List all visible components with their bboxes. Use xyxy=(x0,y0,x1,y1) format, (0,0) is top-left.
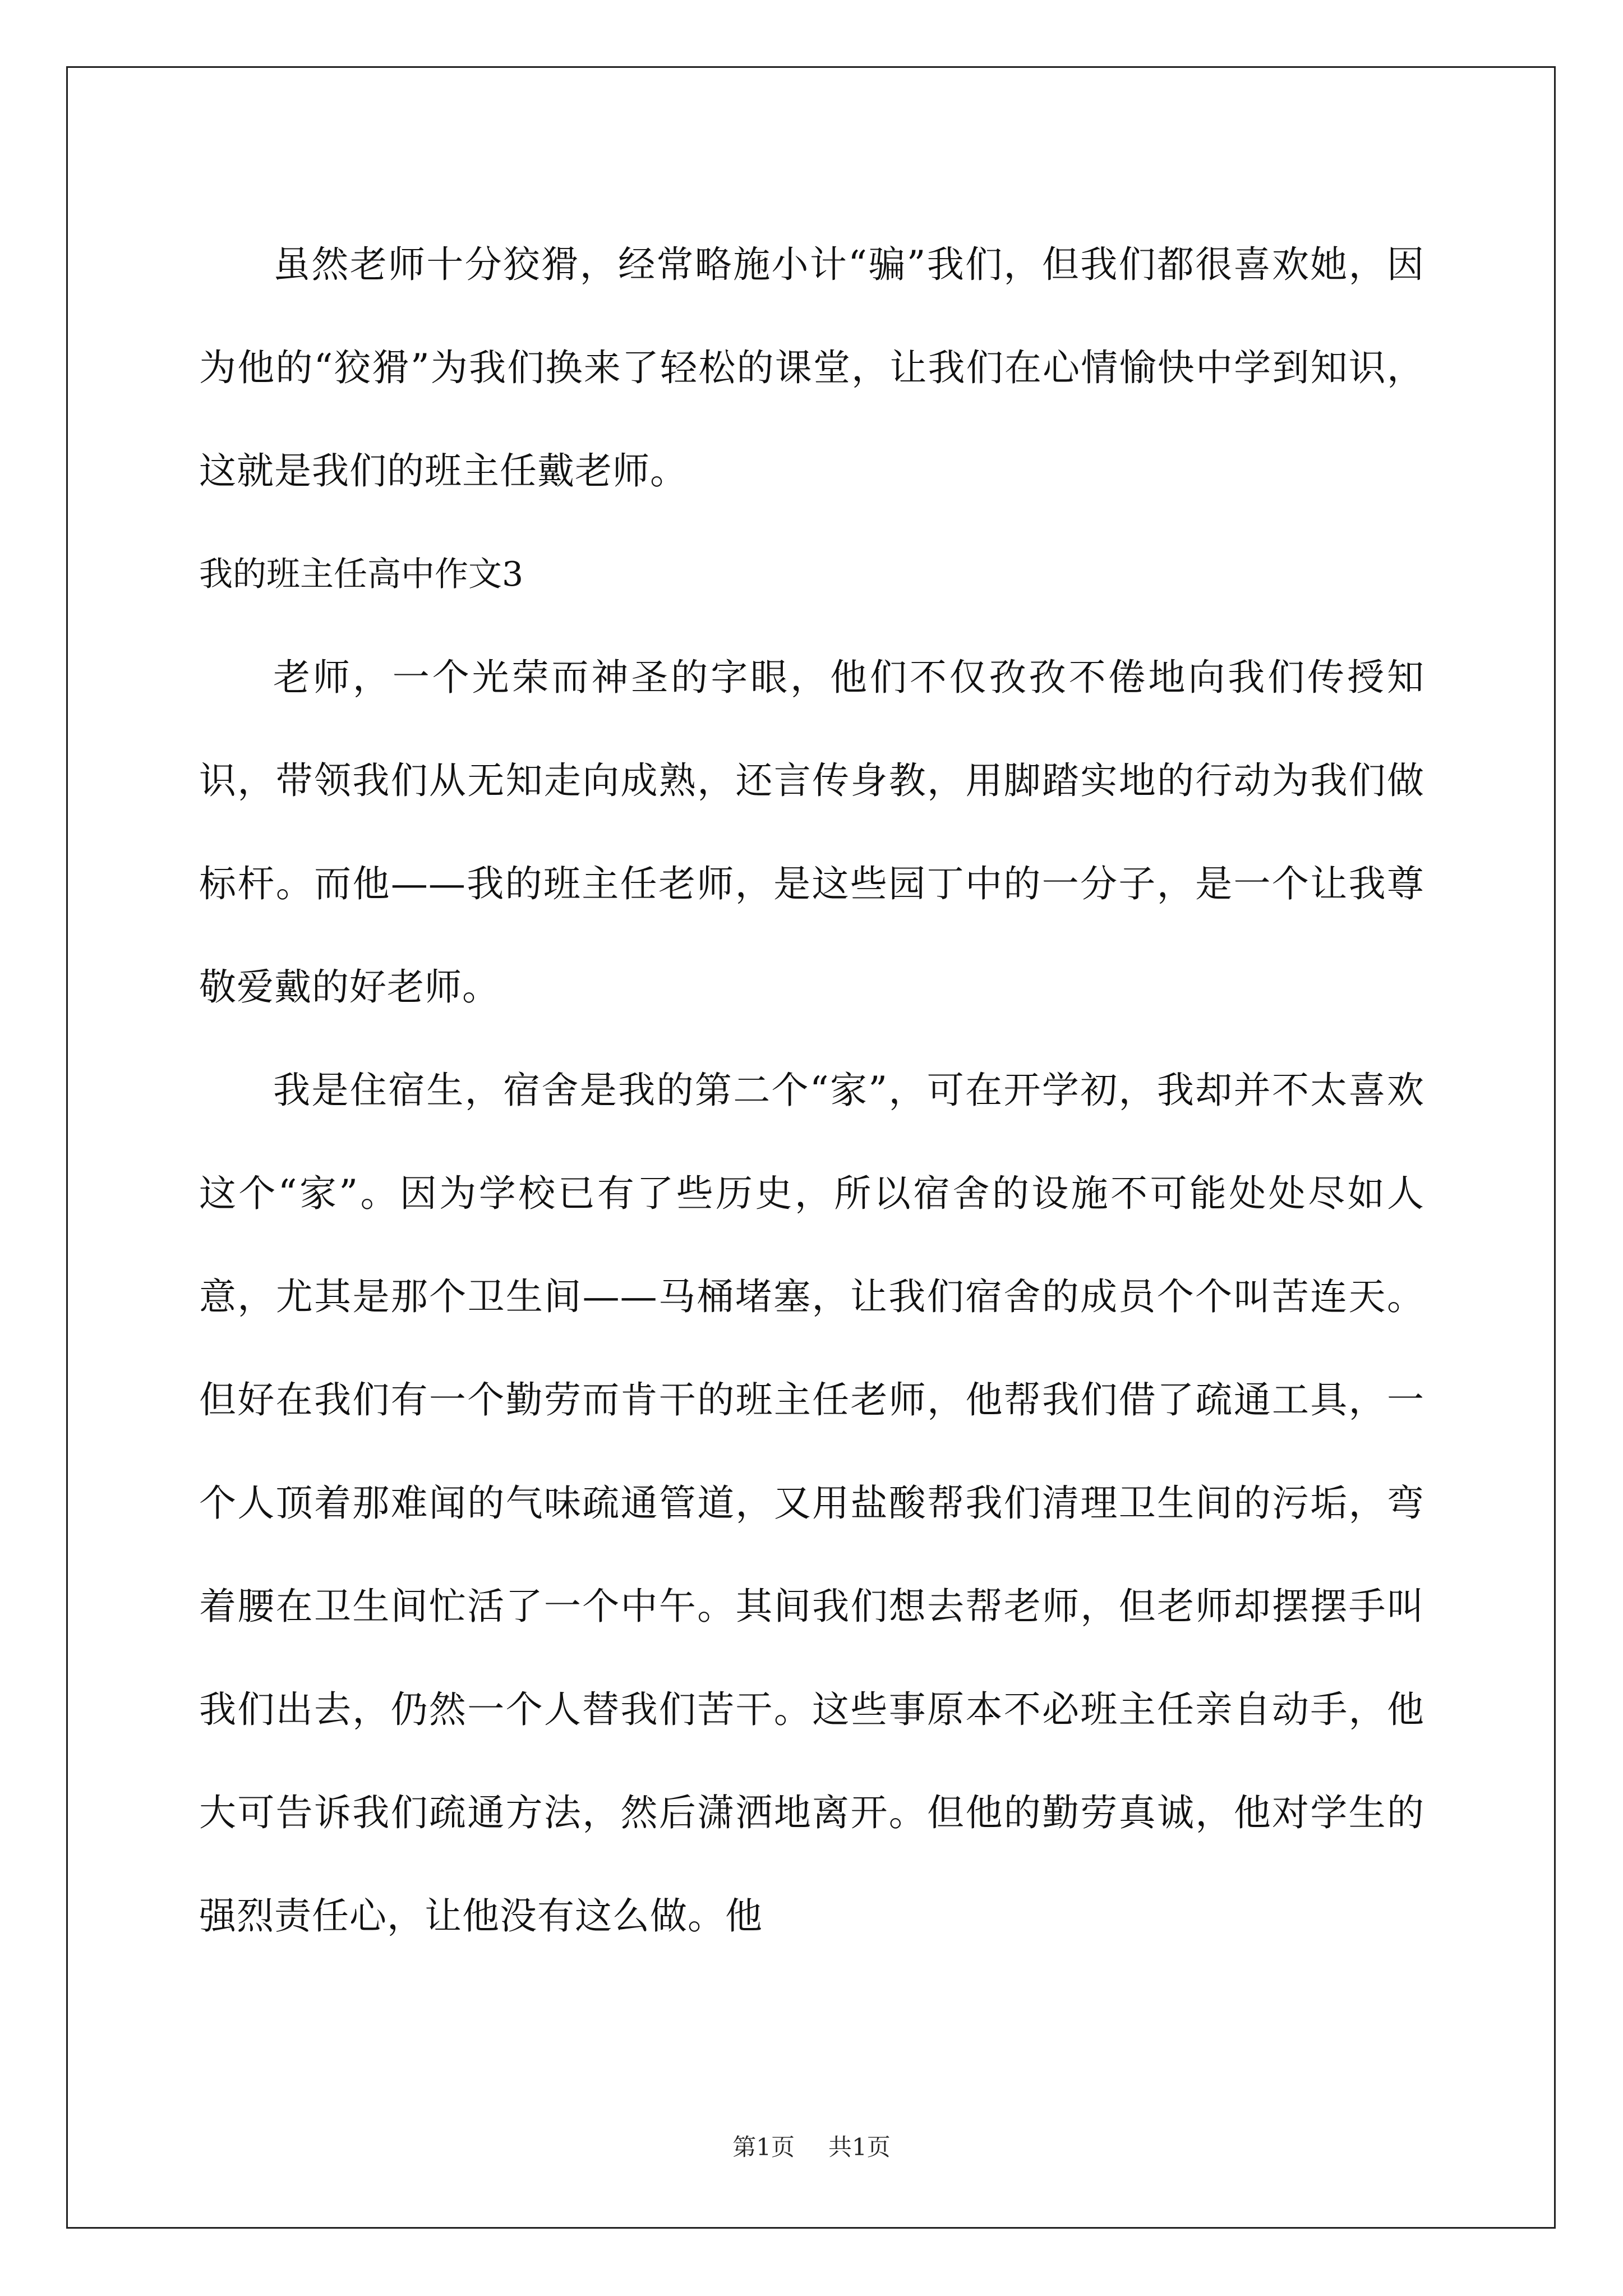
page-footer xyxy=(0,2129,1623,2162)
paragraph-1: 虽然老师十分狡猾，经常略施小计“骗”我们，但我们都很喜欢她，因为他的“狡猾”为我们换来了轻松的课堂，让我们在心情愉快中学到知识，这就是我们的班主任戴老师。 xyxy=(199,243,1424,493)
page-total: 共1页 xyxy=(828,2133,891,2161)
paragraph-3: 我是住宿生，宿舍是我的第二个“家”，可在开学初，我却并不太喜欢这个“家”。因为学校已有了些历史，所以宿舍的设施不可能处处尽如人意，尤其是那个卫生间——马桶堵塞，让我们宿舍的成员个个叫苦连天。但好在我们有一个勤劳而肯干的班主任老师，他帮我们借了疏通工具，一个人顶着那难闻的气味疏通管道，又用盐酸帮我们清理卫生间的污垢，弯着腰在卫生间忙活了一个中午。其间我们想去帮老师，但老师却摆摆手叫我们出去，仍然一个人替我们苦干。这些事原本不必班主任亲自动手，他大可告诉我们疏通方法，然后潇洒地离开。但他的勤劳真诚，他对学生的强烈责任心，让他没有这么做。他 xyxy=(199,1069,1424,1938)
page-number: 第1页 xyxy=(732,2133,795,2161)
paragraph-2: 老师，一个光荣而神圣的字眼，他们不仅孜孜不倦地向我们传授知识，带领我们从无知走向成熟，还言传身教，用脚踏实地的行动为我们做标杆。而他——我的班主任老师，是这些园丁中的一分子，是一个让我尊敬爱戴的好老师。 xyxy=(199,656,1424,1009)
section-heading: 我的班主任高中作文3 xyxy=(199,555,524,594)
document-body xyxy=(199,213,1424,1968)
